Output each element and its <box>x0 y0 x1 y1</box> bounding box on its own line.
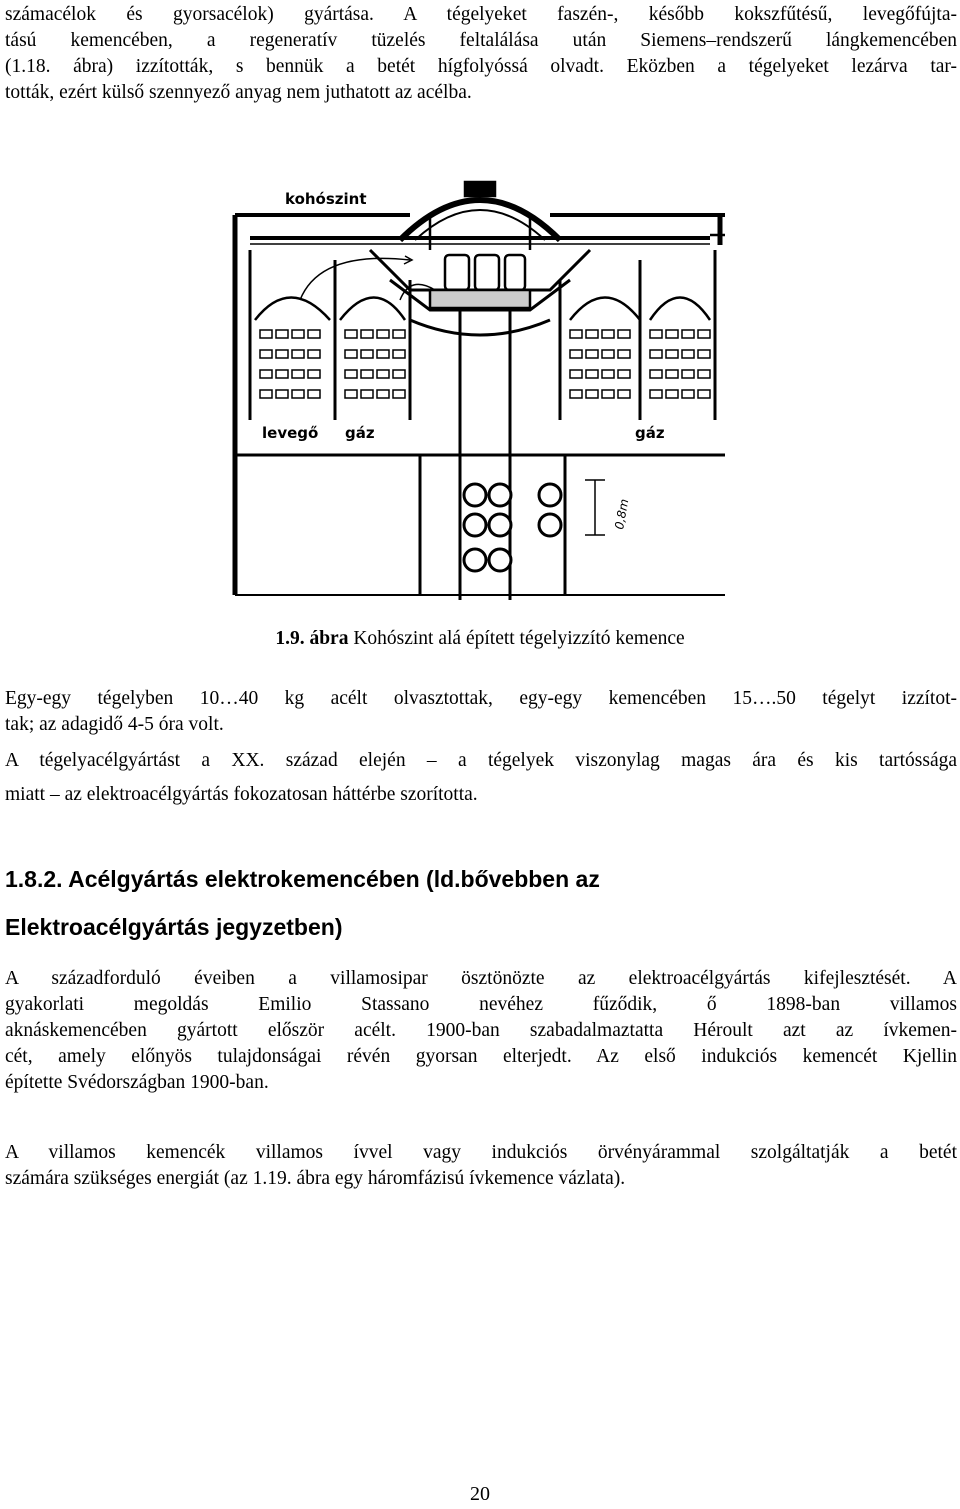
page-number: 20 <box>470 1483 490 1505</box>
label-levego: levegő <box>262 424 319 442</box>
paragraph-electric-furnaces <box>5 1140 957 1192</box>
text-line: miatt – az elektroacélgyártás fokozatosan háttérbe szorította. <box>5 784 478 805</box>
text-line: A tégelyacélgyártást a XX. század elején – a tégelyek viszonylag magas ára és kis tartóssága <box>5 750 957 771</box>
text-line: Egy-egy tégelyben 10…40 kg acélt olvasztottak, egy-egy kemencében 15….50 tégelyt izzítot- <box>5 688 957 709</box>
text-line: gyakorlati megoldás Emilio Stassano nevéhez fűződik, ő 1898-ban villamos <box>5 994 957 1015</box>
text-line: A villamos kemencék villamos ívvel vagy indukciós örvényárammal szolgáltatják a betét <box>5 1142 957 1163</box>
paragraph-intro <box>5 2 957 106</box>
label-gaz-right: gáz <box>635 424 665 442</box>
text-line: számacélok és gyorsacélok) gyártása. A tégelyeket faszén-, később kokszfűtésű, levegőfújta- <box>5 4 957 25</box>
section-heading-line-1: 1.8.2. Acélgyártás elektrokemencében (ld.bővebben az <box>5 866 600 892</box>
paragraph-crucible-capacity <box>5 686 957 738</box>
figure-caption <box>0 626 960 652</box>
paragraph-electric-history <box>5 966 957 1096</box>
text-line: tak; az adagidő 4-5 óra volt. <box>5 714 224 735</box>
caption-number: 1.9. ábra <box>275 628 349 649</box>
furnace-figure <box>230 180 730 600</box>
text-line: A századforduló éveiben a villamosipar ösztönözte az elektroacélgyártás kifejlesztését. A <box>5 968 957 989</box>
text-line: számára szükséges energiát (az 1.19. ábra egy háromfázisú ívkemence vázlata). <box>5 1168 626 1189</box>
label-gaz-left: gáz <box>345 424 375 442</box>
paragraph-decline <box>5 748 957 808</box>
text-line: cét, amely előnyös tulajdonságai révén gyorsan elterjedt. Az első indukciós kemencét Kjellin <box>5 1046 957 1067</box>
caption-text: Kohószint alá épített tégelyizzító kemence <box>348 628 685 649</box>
text-line: tották, ezért külső szennyező anyag nem juthatott az acélba. <box>5 82 472 103</box>
text-line: építette Svédországban 1900-ban. <box>5 1072 269 1093</box>
text-line: aknáskemencében gyártott először acélt. 1900-ban szabadalmaztatta Héroult azt az ívkemen- <box>5 1020 957 1041</box>
label-dimension: 0,8m <box>612 497 632 531</box>
section-heading-line-2: Elektroacélgyártás jegyzetben) <box>5 914 343 940</box>
label-kohoszint: kohószint <box>285 190 367 208</box>
text-line: (1.18. ábra) izzították, s bennük a betét hígfolyóssá olvadt. Eközben a tégelyeket lezárva tar- <box>5 56 957 77</box>
text-line: tású kemencében, a regeneratív tüzelés feltalálása után Siemens–rendszerű lángkemencében <box>5 30 957 51</box>
